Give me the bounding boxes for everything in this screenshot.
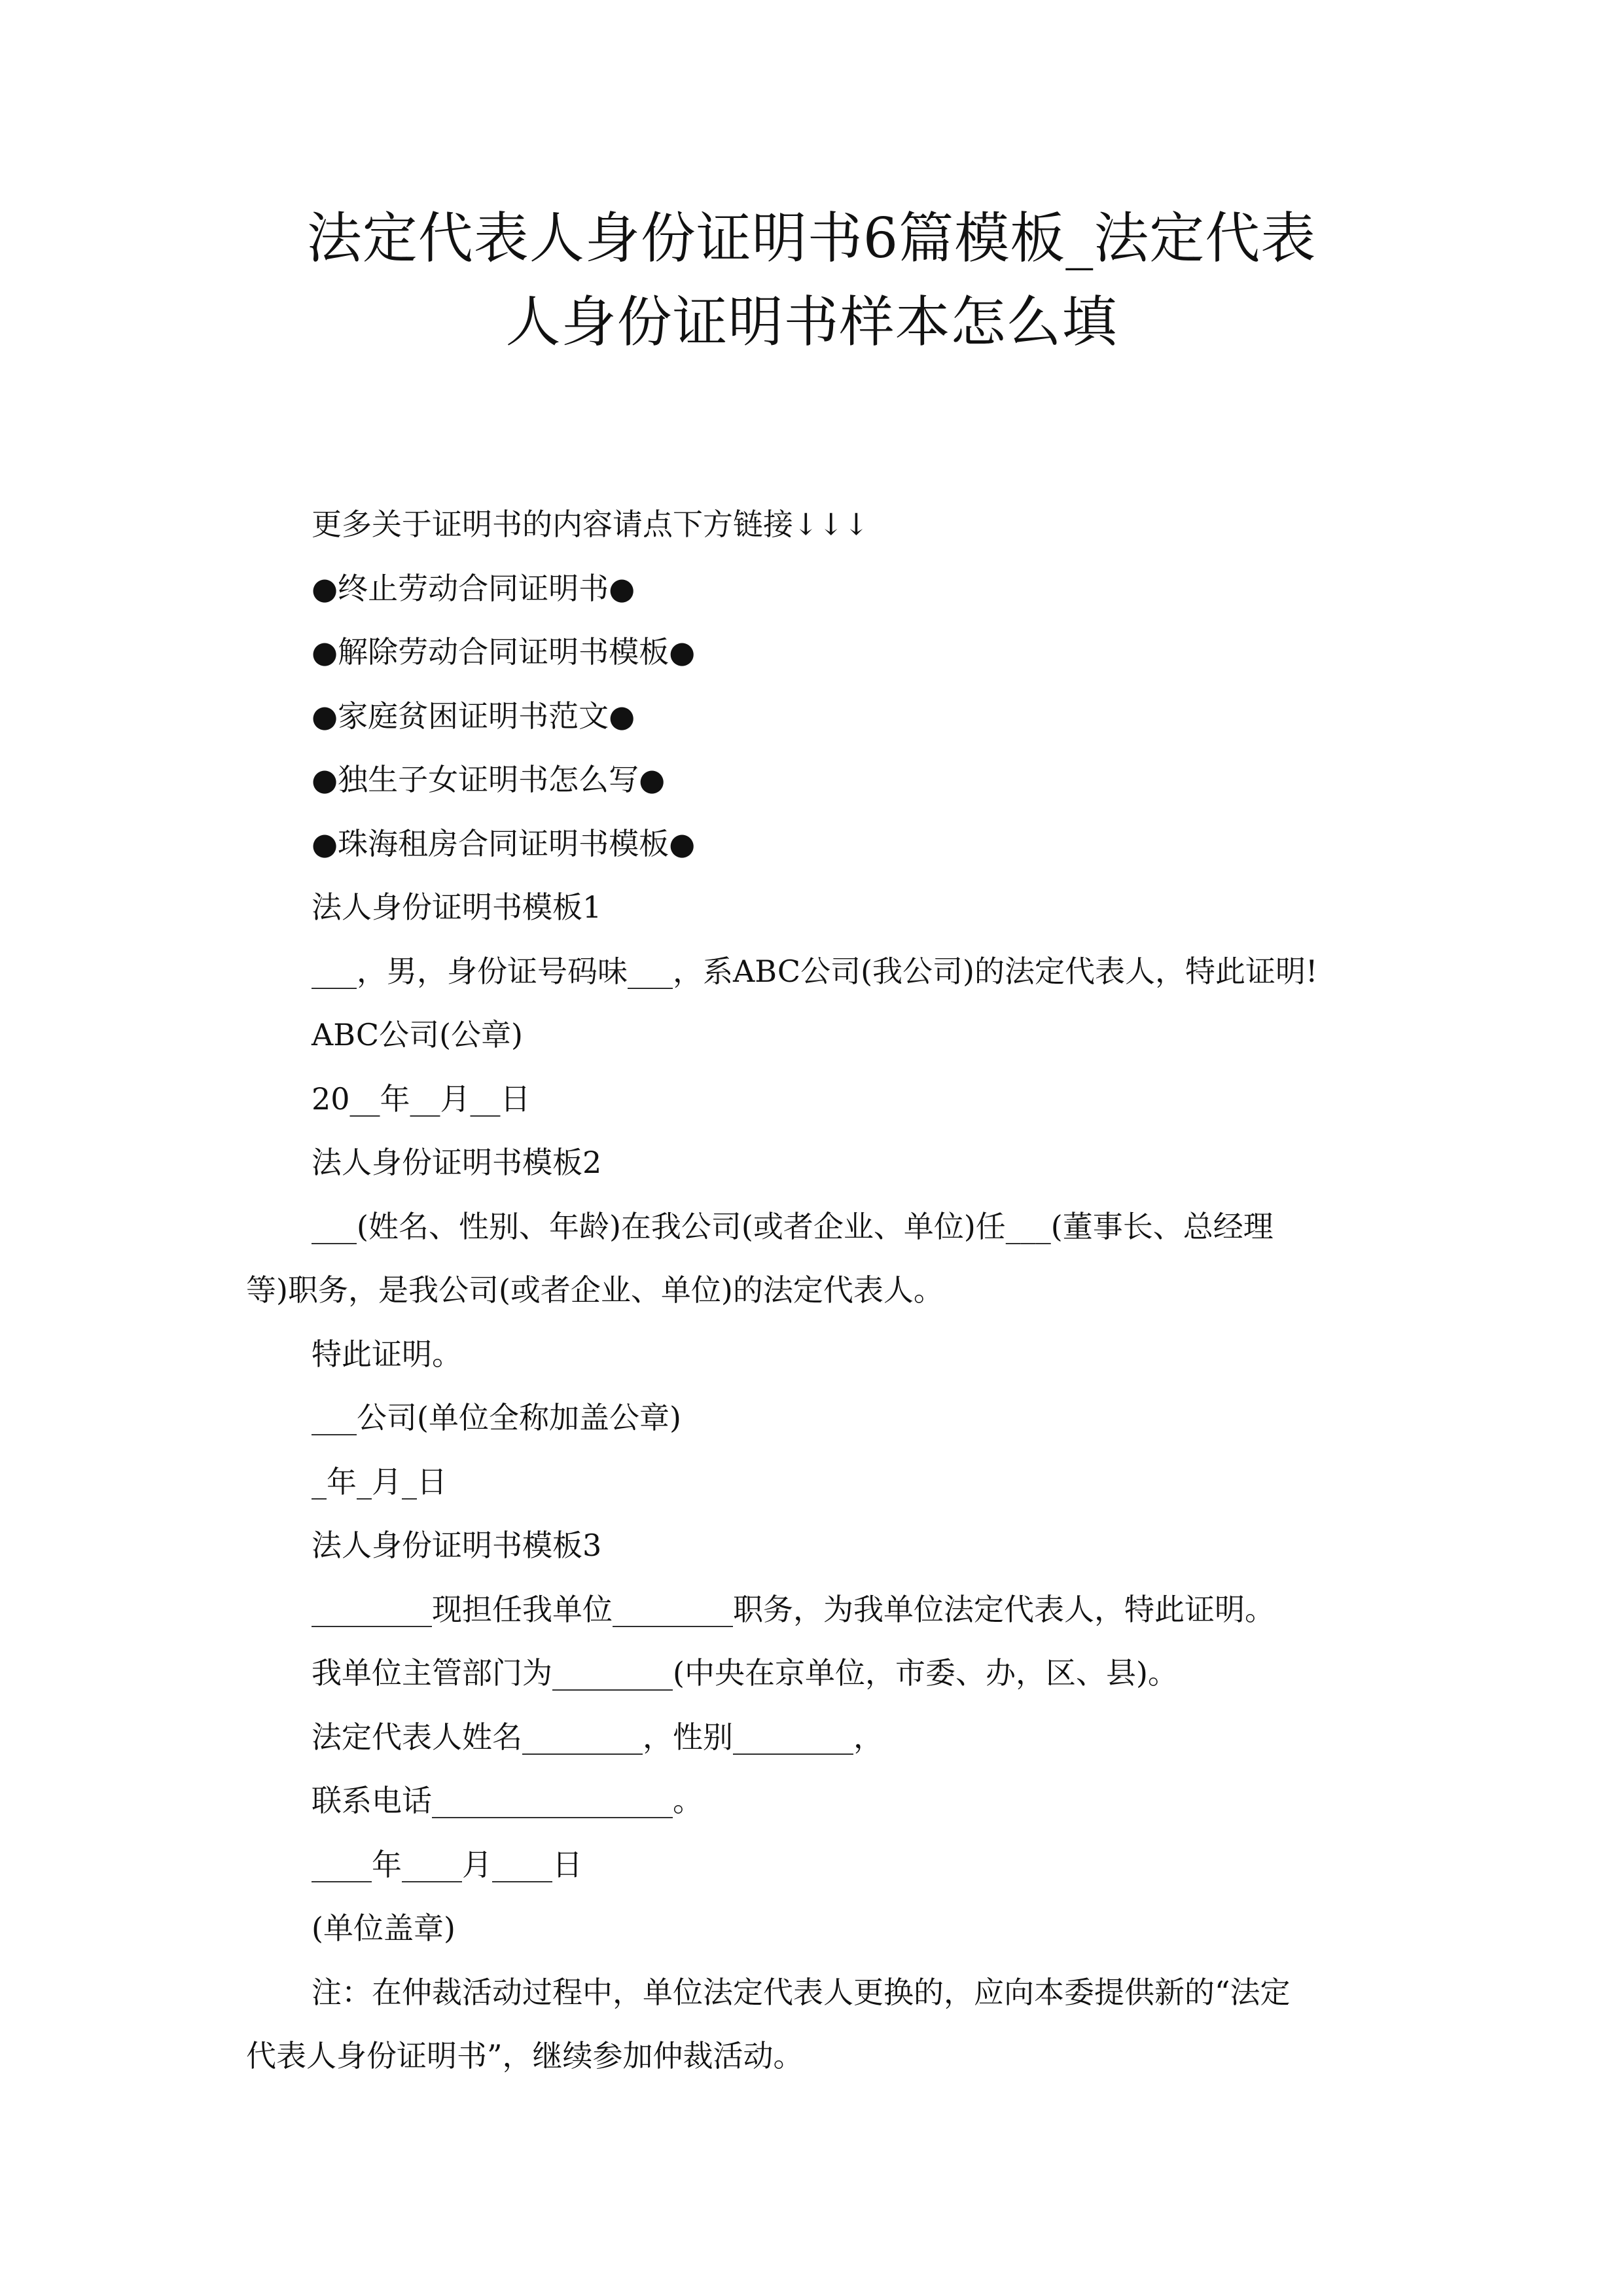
template-3-date: ____年____月____日 bbox=[312, 1846, 582, 1882]
template-2-company-seal: ___公司(单位全称加盖公章) bbox=[312, 1400, 681, 1435]
template-3-note-line-2: 代表人身份证明书”，继续参加仲裁活动。 bbox=[246, 2038, 804, 2073]
related-link-4[interactable]: ●独生子女证明书怎么写● bbox=[312, 762, 666, 797]
intro-text: 更多关于证明书的内容请点下方链接↓↓↓ bbox=[312, 507, 869, 542]
related-link-1[interactable]: ●终止劳动合同证明书● bbox=[312, 570, 635, 606]
template-3-representative-name: 法定代表人姓名________，性别________， bbox=[312, 1719, 883, 1755]
template-3-phone: 联系电话________________。 bbox=[312, 1783, 703, 1818]
related-link-2[interactable]: ●解除劳动合同证明书模板● bbox=[312, 634, 696, 670]
template-3-department: 我单位主管部门为________(中央在京单位，市委、办，区、县)。 bbox=[312, 1655, 1178, 1691]
template-2-heading: 法人身份证明书模板2 bbox=[312, 1145, 602, 1180]
template-2-statement bbox=[246, 1195, 1378, 1323]
template-2-statement-line-1: ___(姓名、性别、年龄)在我公司(或者企业、单位)任___(董事长、总经理 bbox=[312, 1208, 1274, 1244]
template-3-seal: (单位盖章) bbox=[312, 1910, 455, 1946]
template-2-certify: 特此证明。 bbox=[312, 1336, 462, 1372]
document-body bbox=[246, 493, 1378, 2089]
related-link-5[interactable]: ●珠海租房合同证明书模板● bbox=[312, 825, 696, 861]
template-1-date: 20__年__月__日 bbox=[312, 1081, 531, 1117]
template-3-heading: 法人身份证明书模板3 bbox=[312, 1528, 602, 1563]
template-1-statement: ___，男，身份证号码味___，系ABC公司(我公司)的法定代表人，特此证明! bbox=[312, 953, 1318, 989]
template-2-statement-line-2: 等)职务，是我公司(或者企业、单位)的法定代表人。 bbox=[246, 1272, 944, 1308]
title-line-2: 人身份证明书样本怎么填 bbox=[505, 290, 1118, 354]
template-1-company-seal: ABC公司(公章) bbox=[312, 1017, 523, 1052]
template-3-note bbox=[246, 1961, 1378, 2089]
title-line-1: 法定代表人身份证明书6篇模板_法定代表 bbox=[306, 206, 1317, 270]
template-3-note-line-1: 注：在仲裁活动过程中，单位法定代表人更换的，应向本委提供新的“法定 bbox=[312, 1974, 1291, 2010]
related-link-3[interactable]: ●家庭贫困证明书范文● bbox=[312, 698, 635, 734]
template-3-statement: ________现担任我单位________职务，为我单位法定代表人，特此证明。 bbox=[312, 1591, 1275, 1627]
template-2-date: _年_月_日 bbox=[312, 1463, 447, 1499]
template-1-heading: 法人身份证明书模板1 bbox=[312, 889, 602, 925]
document-title bbox=[196, 196, 1427, 364]
